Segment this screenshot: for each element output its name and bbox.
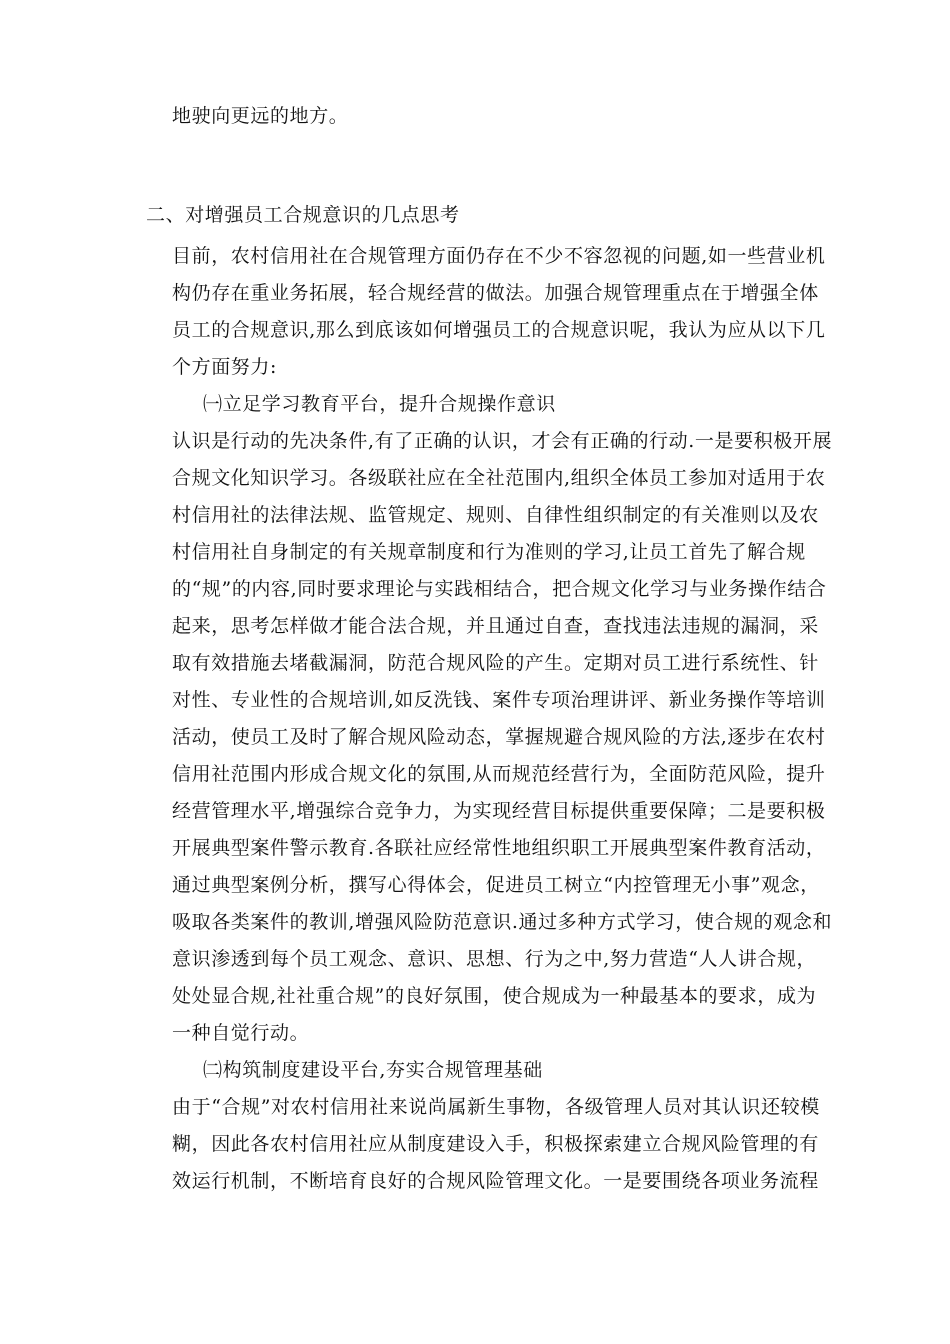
paragraph-line: 处处显合规,社社重合规”的良好氛围，使合规成为一种最基本的要求，成为 <box>172 985 817 1007</box>
intro-tail-line: 地驶向更远的地方。 <box>172 105 349 127</box>
paragraph-line: 村信用社自身制定的有关规章制度和行为准则的学习,让员工首先了解合规 <box>172 541 806 563</box>
section-heading: 二、对增强员工合规意识的几点思考 <box>146 204 460 226</box>
paragraph-line: 认识是行动的先决条件,有了正确的认识，才会有正确的行动.一是要积极开展 <box>172 430 833 452</box>
paragraph-line: 构仍存在重业务拓展，轻合规经营的做法。加强合规管理重点在于增强全体 <box>172 282 819 304</box>
paragraph-line: 个方面努力: <box>172 356 278 378</box>
paragraph-line: 员工的合规意识,那么到底该如何增强员工的合规意识呢，我认为应从以下几 <box>172 319 826 341</box>
paragraph-line: 对性、专业性的合规培训,如反洗钱、案件专项治理讲评、新业务操作等培训 <box>172 689 826 711</box>
paragraph-line: 吸取各类案件的教训,增强风险防范意识.通过多种方式学习，使合规的观念和 <box>172 911 833 933</box>
paragraph-line: 活动，使员工及时了解合规风险动态，掌握规避合规风险的方法,逐步在农村 <box>172 726 826 748</box>
paragraph-line: 取有效措施去堵截漏洞，防范合规风险的产生。定期对员工进行系统性、针 <box>172 652 819 674</box>
subsection-1-title: ㈠立足学习教育平台，提升合规操作意识 <box>203 393 556 415</box>
paragraph-line: 效运行机制，不断培育良好的合规风险管理文化。一是要围绕各项业务流程 <box>172 1170 819 1192</box>
paragraph-line: 开展典型案件警示教育.各联社应经常性地组织职工开展典型案件教育活动， <box>172 837 826 859</box>
paragraph-line: 的“规”的内容,同时要求理论与实践相结合，把合规文化学习与业务操作结合 <box>172 578 827 600</box>
paragraph-line: 由于“合规”对农村信用社来说尚属新生事物，各级管理人员对其认识还较模 <box>172 1096 820 1118</box>
paragraph-line: 一种自觉行动。 <box>172 1022 310 1044</box>
paragraph-line: 村信用社的法律法规、监管规定、规则、自律性组织制定的有关准则以及农 <box>172 504 819 526</box>
paragraph-line: 意识渗透到每个员工观念、意识、思想、行为之中,努力营造“人人讲合规， <box>172 948 817 970</box>
paragraph-line: 信用社范围内形成合规文化的氛围,从而规范经营行为，全面防范风险，提升 <box>172 763 826 785</box>
paragraph-line: 通过典型案例分析，撰写心得体会，促进员工树立“内控管理无小事”观念， <box>172 874 820 896</box>
subsection-2-title: ㈡构筑制度建设平台,夯实合规管理基础 <box>203 1059 543 1081</box>
paragraph-line: 起来，思考怎样做才能合法合规，并且通过自查，查找违法违规的漏洞，采 <box>172 615 819 637</box>
paragraph-line: 合规文化知识学习。各级联社应在全社范围内,组织全体员工参加对适用于农 <box>172 467 826 489</box>
paragraph-line: 糊，因此各农村信用社应从制度建设入手，积极探索建立合规风险管理的有 <box>172 1133 819 1155</box>
paragraph-line: 经营管理水平,增强综合竞争力，为实现经营目标提供重要保障；二是要积极 <box>172 800 826 822</box>
paragraph-line: 目前，农村信用社在合规管理方面仍存在不少不容忽视的问题,如一些营业机 <box>172 245 826 267</box>
